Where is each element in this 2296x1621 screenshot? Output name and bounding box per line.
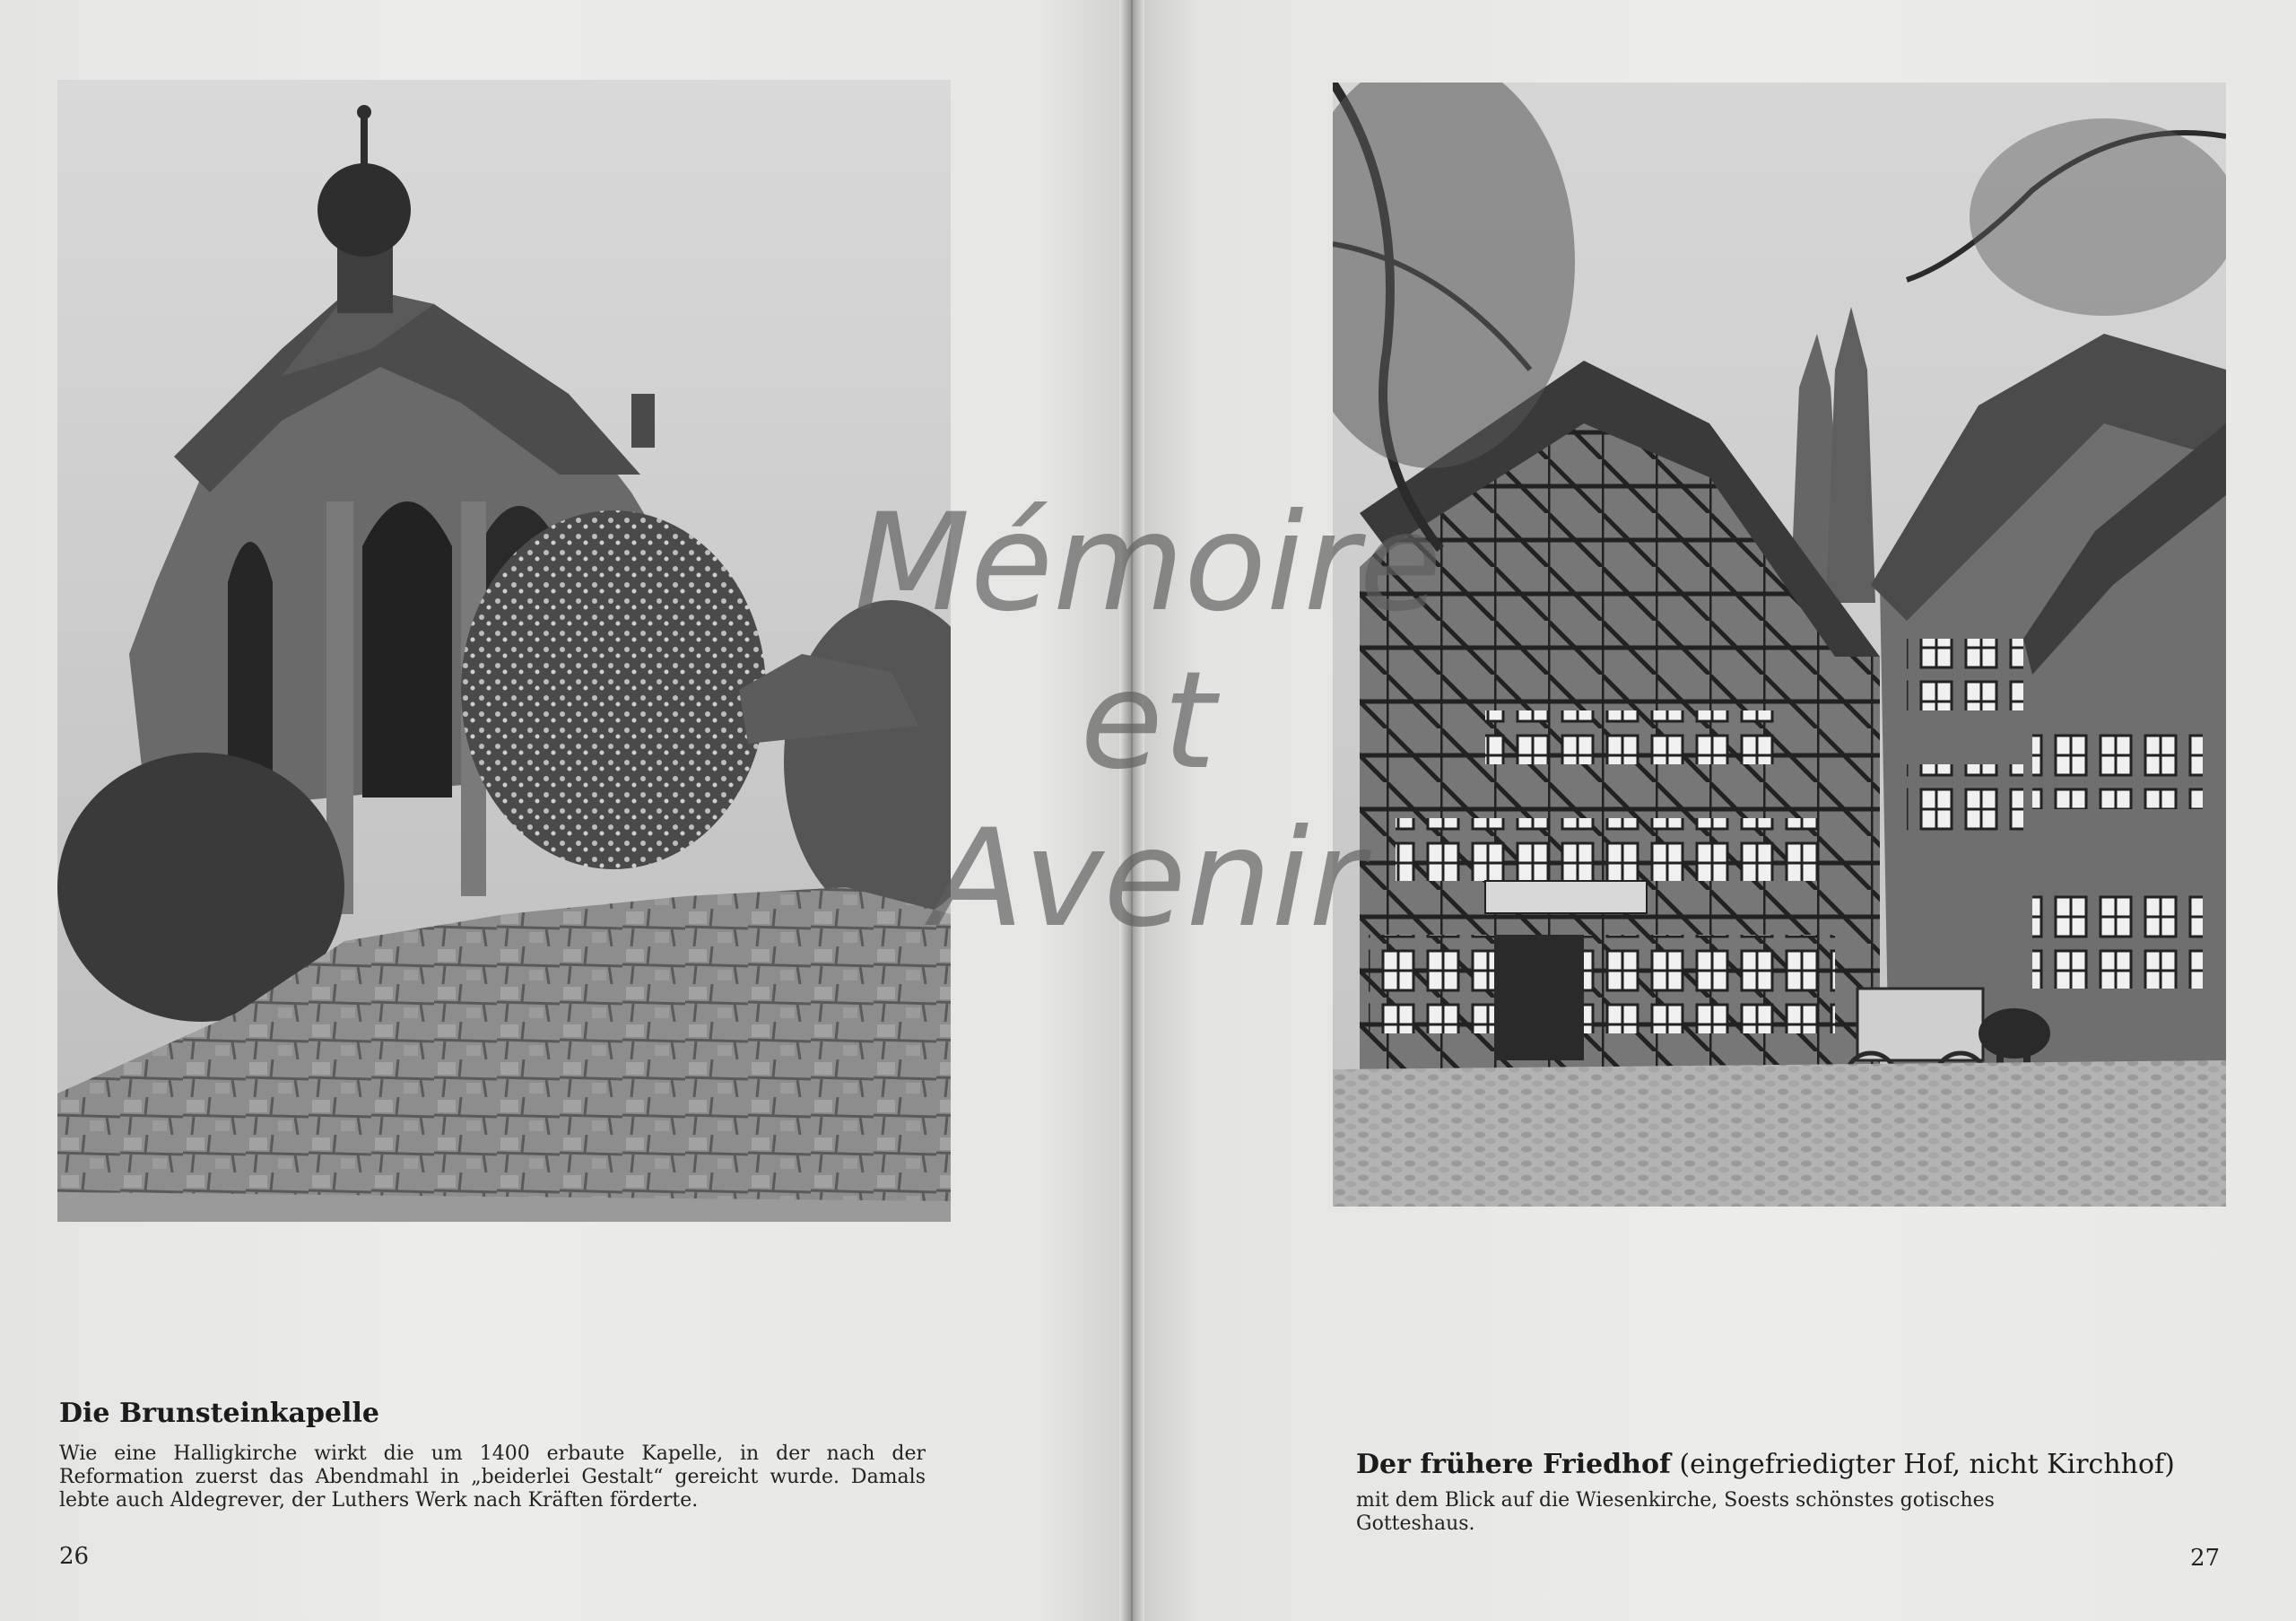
page-number-right: 27 — [2190, 1545, 2221, 1572]
left-caption-title: Die Brunsteinkapelle — [59, 1398, 379, 1429]
square-photo — [1333, 83, 2226, 1207]
page-number-left: 26 — [59, 1543, 90, 1570]
left-caption-text: Wie eine Halligkirche wirkt die um 1400 erbaute Kapelle, in der nach der Reformation zuerst das Abendmahl in „beiderlei Gestalt“ gereicht wurde. Damals lebte auch Aldegrever, der Luthers Werk nach Kräften förderte. — [59, 1442, 926, 1512]
right-caption-title-bold: Der frühere Friedhof — [1356, 1449, 1671, 1480]
right-caption-title-rest: (eingefriedigter Hof, nicht Kirchhof) — [1670, 1449, 2175, 1480]
right-caption-text: mit dem Blick auf die Wiesenkirche, Soests schönstes gotisches Gotteshaus. — [1356, 1489, 1995, 1535]
right-caption-title — [1356, 1449, 2175, 1480]
watermark-line-3: Avenir — [931, 801, 1365, 957]
watermark-line-1: Mémoire — [854, 485, 1442, 641]
book-gutter — [1119, 0, 1144, 1621]
chapel-photo — [57, 80, 951, 1222]
watermark-line-2: et — [1080, 643, 1216, 799]
